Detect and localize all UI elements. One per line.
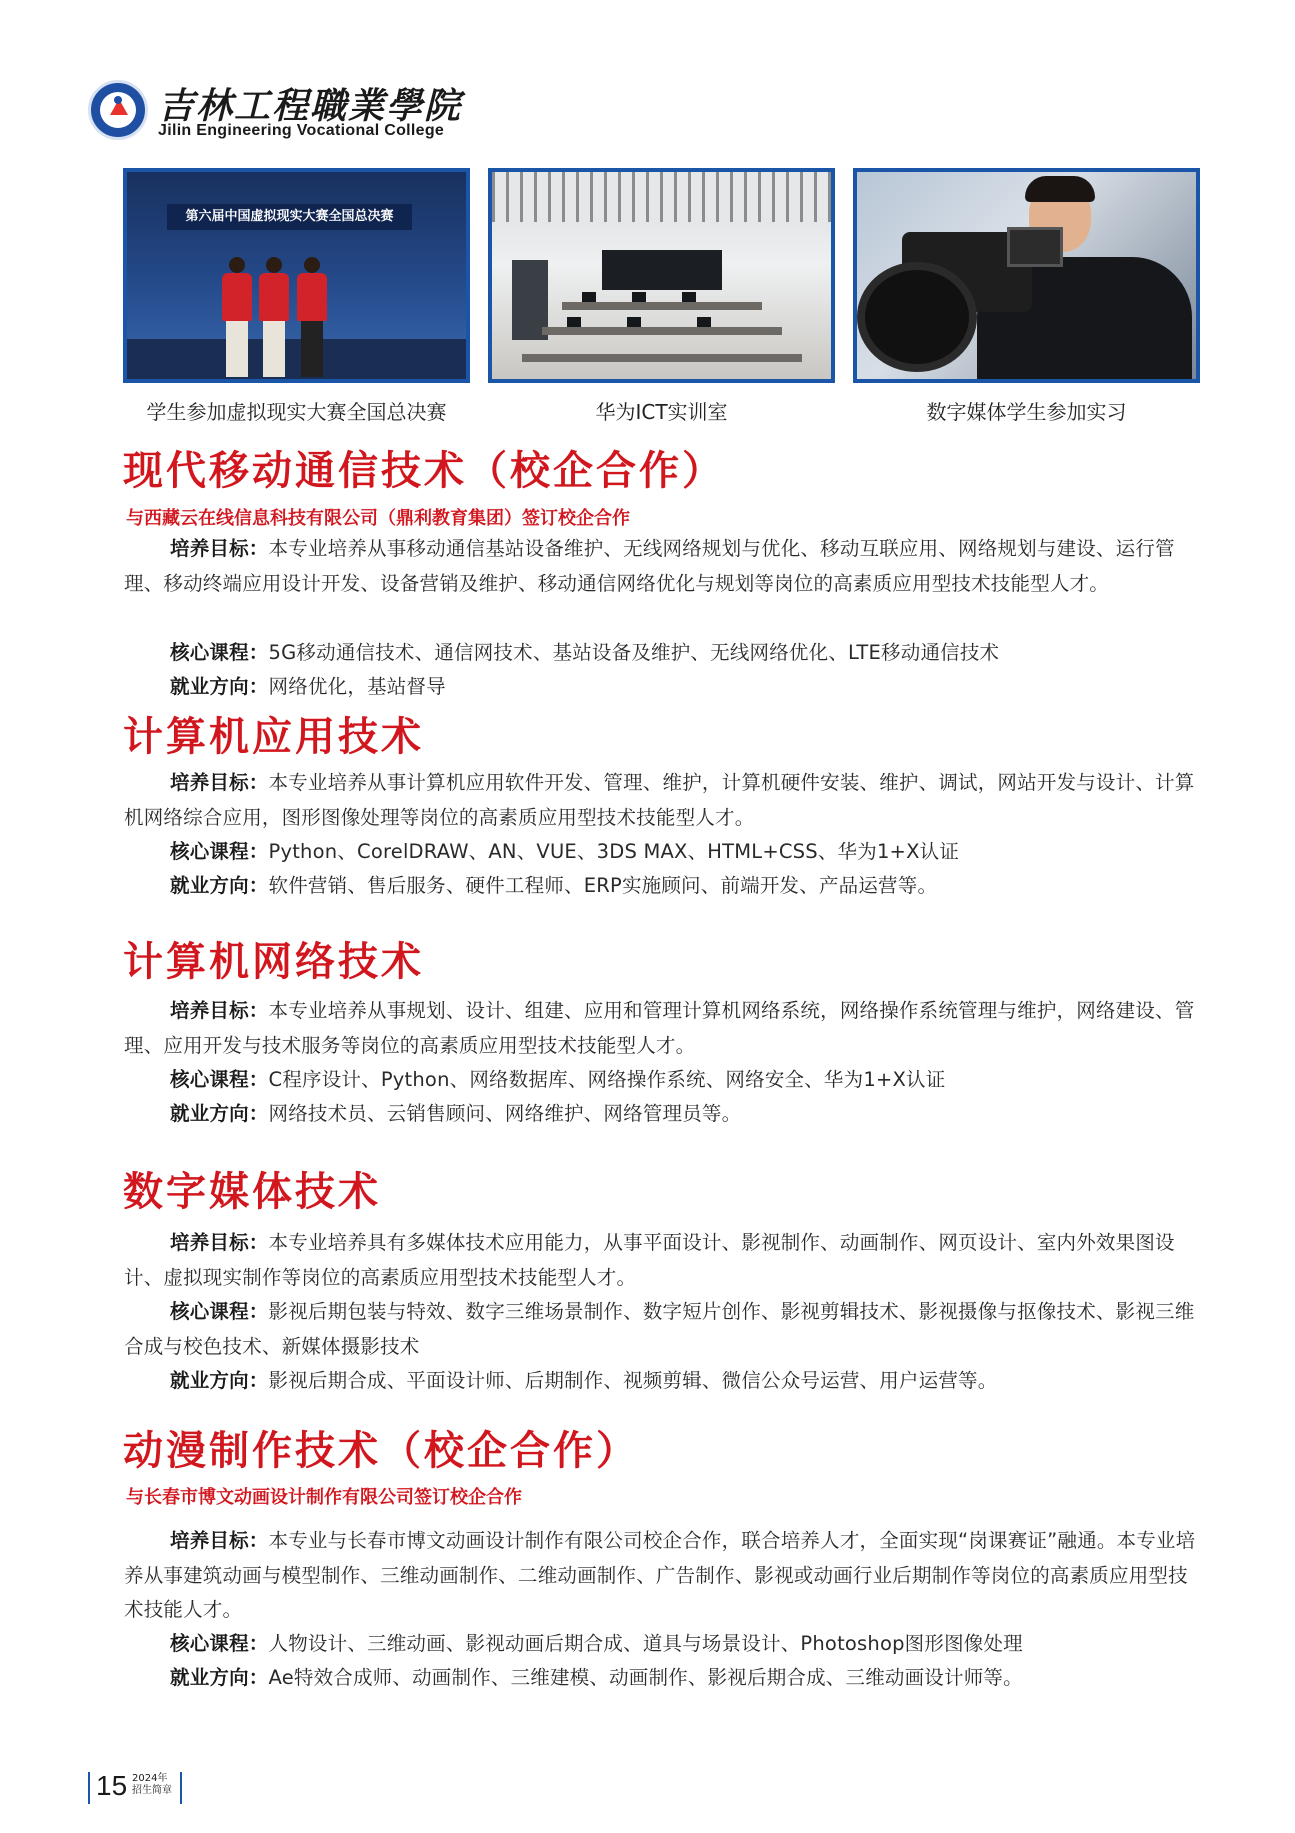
divider bbox=[180, 1772, 182, 1804]
college-name-en: Jilin Engineering Vocational College bbox=[158, 122, 445, 139]
college-name-cn: 吉林工程職業學院 bbox=[158, 85, 463, 127]
jobs-text: Ae特效合成师、动画制作、三维建模、动画制作、影视后期合成、三维动画设计师等。 bbox=[268, 1666, 1023, 1689]
courses-label: 核心课程： bbox=[170, 1632, 269, 1655]
goal-text: 本专业培养具有多媒体技术应用能力，从事平面设计、影视制作、动画制作、网页设计、室内外效果图设计、虚拟现实制作等岗位的高素质应用型技术技能型人才。 bbox=[124, 1231, 1175, 1289]
divider bbox=[88, 1772, 90, 1804]
section-title: 数字媒体技术 bbox=[123, 1168, 381, 1215]
jobs-line bbox=[170, 670, 446, 705]
section-title: 计算机网络技术 bbox=[123, 938, 424, 985]
footer-booklet bbox=[132, 1773, 172, 1797]
jobs-label: 就业方向： bbox=[170, 1666, 269, 1689]
section-title: 现代移动通信技术（校企合作） bbox=[123, 447, 725, 494]
courses-text: 人物设计、三维动画、影视动画后期合成、道具与场景设计、Photoshop图形图像处理 bbox=[268, 1632, 1023, 1655]
goal-paragraph bbox=[124, 994, 1204, 1063]
courses-text: Python、CorelDRAW、AN、VUE、3DS MAX、HTML+CSS、华为1+X认证 bbox=[268, 840, 960, 863]
goal-label: 培养目标： bbox=[170, 1529, 269, 1552]
student-figure bbox=[259, 257, 289, 377]
photo-caption: 学生参加虚拟现实大赛全国总决赛 bbox=[146, 400, 447, 424]
courses-label: 核心课程： bbox=[170, 840, 269, 863]
courses-label: 核心课程： bbox=[170, 641, 269, 664]
section-title: 计算机应用技术 bbox=[123, 713, 424, 760]
goal-paragraph bbox=[124, 1524, 1204, 1628]
courses-text: 影视后期包装与特效、数字三维场景制作、数字短片创作、影视剪辑技术、影视摄像与抠像技术、影视三维合成与校色技术、新媒体摄影技术 bbox=[124, 1300, 1195, 1358]
photo-media-internship bbox=[853, 168, 1200, 383]
jobs-label: 就业方向： bbox=[170, 874, 269, 897]
section-subtitle: 与西藏云在线信息科技有限公司（鼎利教育集团）签订校企合作 bbox=[126, 508, 630, 529]
goal-text: 本专业培养从事移动通信基站设备维护、无线网络规划与优化、移动互联应用、网络规划与建设、运行管理、移动终端应用设计开发、设备营销及维护、移动通信网络优化与规划等岗位的高素质应用型技术技能型人才。 bbox=[124, 537, 1175, 595]
goal-label: 培养目标： bbox=[170, 771, 269, 794]
goal-label: 培养目标： bbox=[170, 537, 269, 560]
courses-line bbox=[170, 636, 999, 671]
footer-year: 2024年 bbox=[132, 1773, 168, 1784]
jobs-label: 就业方向： bbox=[170, 1369, 269, 1392]
jobs-text: 网络技术员、云销售顾问、网络维护、网络管理员等。 bbox=[268, 1102, 742, 1125]
jobs-line bbox=[170, 1097, 741, 1132]
goal-paragraph bbox=[124, 1226, 1204, 1295]
goal-label: 培养目标： bbox=[170, 1231, 269, 1254]
goal-text: 本专业与长春市博文动画设计制作有限公司校企合作，联合培养人才，全面实现“岗课赛证”融通。本专业培养从事建筑动画与模型制作、三维动画制作、二维动画制作、广告制作、影视或动画行业后期制作等岗位的高素质应用型技术技能人才。 bbox=[124, 1529, 1196, 1621]
photo-vr-competition bbox=[123, 168, 470, 383]
goal-text: 本专业培养从事规划、设计、组建、应用和管理计算机网络系统，网络操作系统管理与维护，网络建设、管理、应用开发与技术服务等岗位的高素质应用型技术技能型人才。 bbox=[124, 999, 1195, 1057]
courses-line bbox=[170, 1063, 945, 1098]
jobs-text: 网络优化，基站督导 bbox=[268, 675, 446, 698]
courses-label: 核心课程： bbox=[170, 1300, 269, 1323]
footer-booklet-name: 招生简章 bbox=[132, 1785, 172, 1796]
student-figure bbox=[297, 257, 327, 377]
section-subtitle: 与长春市博文动画设计制作有限公司签订校企合作 bbox=[126, 1487, 522, 1508]
jobs-line bbox=[170, 1661, 1023, 1696]
courses-text: 5G移动通信技术、通信网技术、基站设备及维护、无线网络优化、LTE移动通信技术 bbox=[268, 641, 1000, 664]
photo-caption: 华为ICT实训室 bbox=[595, 400, 728, 424]
goal-paragraph bbox=[124, 766, 1204, 835]
goal-paragraph bbox=[124, 532, 1204, 601]
jobs-text: 软件营销、售后服务、硬件工程师、ERP实施顾问、前端开发、产品运营等。 bbox=[268, 874, 938, 897]
jobs-text: 影视后期合成、平面设计师、后期制作、视频剪辑、微信公众号运营、用户运营等。 bbox=[268, 1369, 998, 1392]
courses-line bbox=[170, 835, 959, 870]
student-figure bbox=[222, 257, 252, 377]
section-title: 动漫制作技术（校企合作） bbox=[123, 1427, 639, 1474]
page-number: 15 bbox=[96, 1770, 128, 1801]
page-footer bbox=[88, 1770, 208, 1810]
college-logo-icon bbox=[88, 80, 148, 140]
jobs-label: 就业方向： bbox=[170, 1102, 269, 1125]
courses-text: C程序设计、Python、网络数据库、网络操作系统、网络安全、华为1+X认证 bbox=[268, 1068, 946, 1091]
photo-huawei-lab bbox=[488, 168, 835, 383]
goal-label: 培养目标： bbox=[170, 999, 269, 1022]
jobs-label: 就业方向： bbox=[170, 675, 269, 698]
jobs-line bbox=[170, 1364, 997, 1399]
jobs-line bbox=[170, 869, 937, 904]
courses-line bbox=[170, 1627, 1023, 1662]
college-header bbox=[88, 78, 463, 148]
photo-banner-text: 第六届中国虚拟现实大赛全国总决赛 bbox=[167, 204, 412, 230]
photo-caption: 数字媒体学生参加实习 bbox=[926, 400, 1127, 424]
courses-paragraph bbox=[124, 1295, 1204, 1364]
courses-label: 核心课程： bbox=[170, 1068, 269, 1091]
goal-text: 本专业培养从事计算机应用软件开发、管理、维护，计算机硬件安装、维护、调试，网站开发与设计、计算机网络综合应用，图形图像处理等岗位的高素质应用型技术技能型人才。 bbox=[124, 771, 1195, 829]
